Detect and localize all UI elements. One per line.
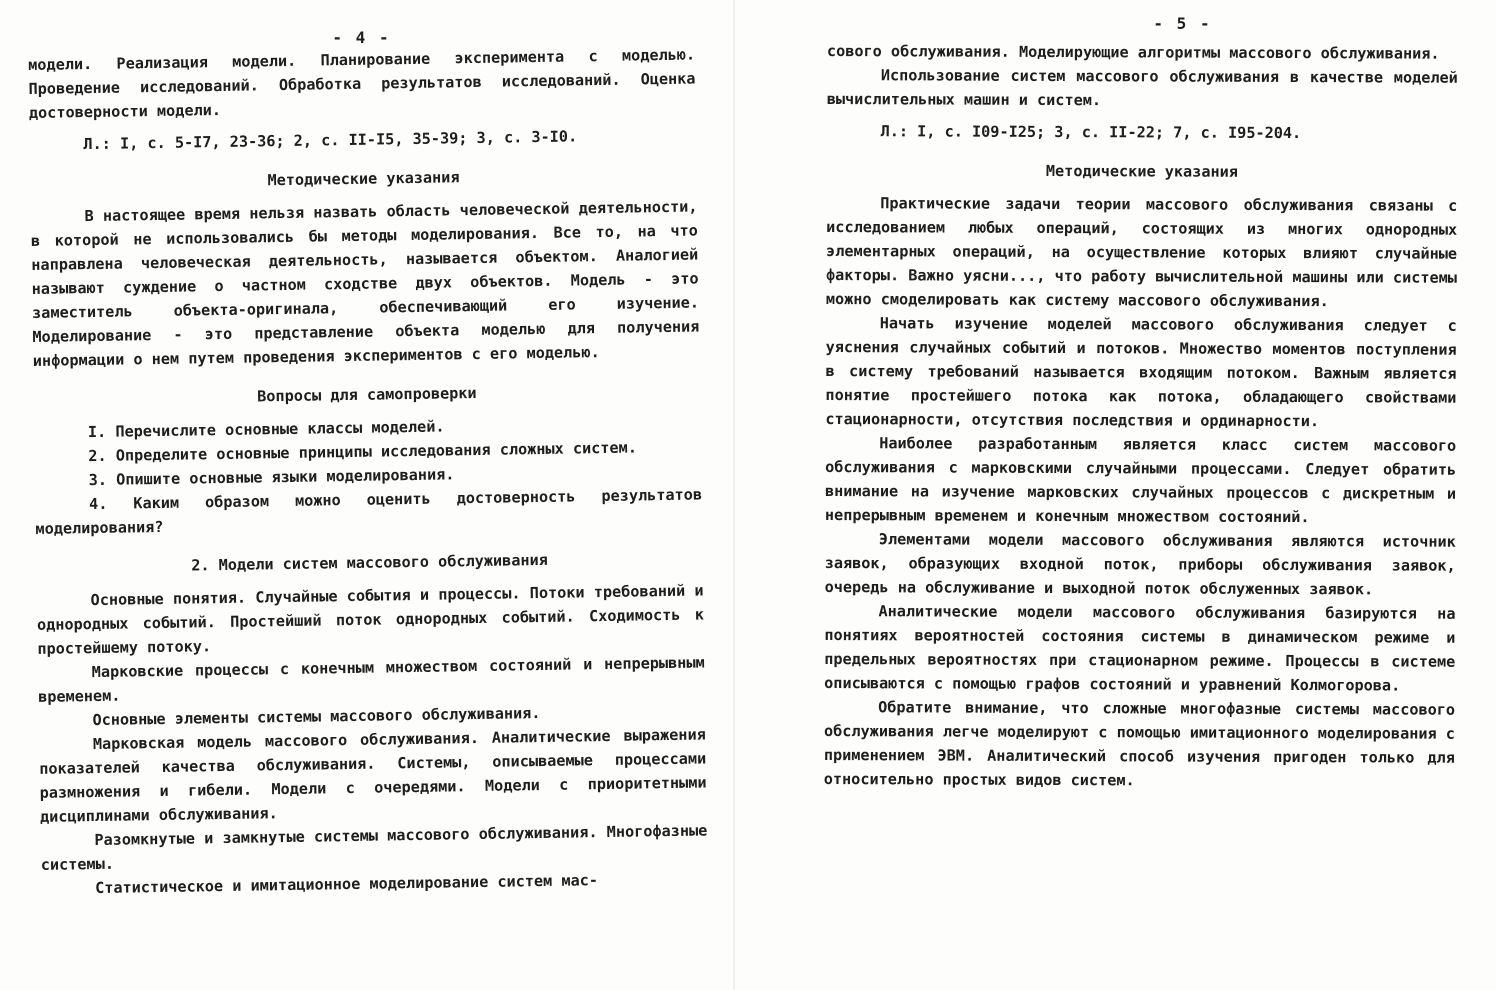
body-paragraph: Обратите внимание, что сложные многофазные системы массового обслуживания легче моделируют с помощью имитационного моделирования с применением ЭВМ. Аналитический способ изучения пригоден только для относительно простых видов систем.	[823, 698, 1456, 790]
left-page-text	[28, 43, 708, 901]
left-page	[0, 0, 735, 990]
references-line: Л.: I, с. 5-I7, 23-36; 2, с. II-I5, 35-39; 3, с. 3-I0.	[83, 127, 578, 154]
body-paragraph: Элементами модели массового обслуживания являются источник заявок, образующих входной поток, приборы обслуживания заявок, очередь на обслуживание и выходной поток обслуженных заявок.	[824, 530, 1456, 599]
body-paragraph: Основные элементы системы массового обслуживания.	[92, 704, 541, 730]
body-paragraph: Начать изучение моделей массового обслуживания следует с уяснения случайных событий и потоков. Множество моментов поступления в систему требований называется входящим потоком. Важным является понятие простейшего потока как потока, обладающего свойствами стационарности, отсутствия последствия и ординарности.	[825, 314, 1457, 431]
question-item: 2. Определите основные принципы исследования сложных систем.	[88, 438, 638, 466]
guidelines-paragraph: В настоящее время нельзя назвать область человеческой деятельности, в которой не использовались бы методы моделирования. Все то, на что направлена человеческая деятельность, называется объектом. Аналогией называют суждение о частном сходстве двух объектов. Модель - это заместитель объекта-оригинала, обеспечивающий его изучение. Моделирование - это представление объекта моделью для получения информации о нем путем проведения экспериментов с его моделью.	[30, 197, 700, 370]
body-paragraph: Основные понятия. Случайные события и процессы. Потоки требований и однородных событий. Простейший поток однородных событий. Сходимость к простейшему потоку.	[36, 581, 705, 658]
section-heading-questions: Вопросы для самопроверки	[257, 383, 477, 406]
question-item: 4. Каким образом можно оценить достоверность результатов моделирования?	[35, 485, 703, 538]
body-paragraph: Разомкнутые и замкнутые системы массового обслуживания. Многофазные системы.	[40, 821, 708, 874]
section-heading-guidelines: Методические указания	[1045, 161, 1238, 181]
intro-paragraph: сового обслуживания. Моделирующие алгоритмы массового обслуживания.	[826, 41, 1440, 63]
body-paragraph: Статистическое и имитационное моделирование систем мас-	[94, 871, 599, 898]
body-paragraph: Наиболее разработанным является класс систем массового обслуживания с марковскими случайными процессами. Следует обратить внимание на изучение марковских случайных процессов с дискретным и непрерывным временем и конечным множеством состояний.	[824, 434, 1457, 527]
intro-paragraph: модели. Реализация модели. Планирование эксперимента с моделью. Проведение исследований. Обработка результатов исследований. Оценка достоверности модели.	[28, 45, 696, 122]
references-line: Л.: I, с. I09-I25; 3, с. II-22; 7, с. I95-204.	[880, 122, 1302, 143]
question-item: 3. Опишите основные языки моделирования.	[88, 465, 455, 490]
section-heading-guidelines: Методические указания	[267, 168, 460, 190]
body-paragraph: Марковские процессы с конечным множеством состояний и непрерывным временем.	[37, 653, 705, 706]
question-item: I. Перечислите основные классы моделей.	[87, 417, 445, 442]
page-number: - 5 -	[1153, 14, 1212, 33]
body-paragraph: Марковская модель массового обслуживания. Аналитические выражения показателей качества обслуживания. Системы, описываемые процессами размножения и гибели. Модели с очередями. Модели с приоритетными дисциплинами обслуживания.	[39, 725, 707, 826]
right-page	[735, 0, 1496, 990]
body-paragraph: Практические задачи теории массового обслуживания связаны с исследованием любых операций, состоящих из многих однородных элементарных операций, на осуществление которых влияют случайные факторы. Важно уясни..., что работу вычислительной машины или системы можно смоделировать как систему массового обслуживания.	[825, 194, 1458, 311]
usage-paragraph: Использование систем массового обслуживания в качестве моделей вычислительных машин и систем.	[826, 66, 1458, 110]
chapter-heading: 2. Модели систем массового обслуживания	[191, 550, 548, 575]
body-paragraph: Аналитические модели массового обслуживания базируются на понятиях вероятностей состояния системы в динамическом режиме и предельных вероятностях при стационарном режиме. Процессы в системе описываются с помощью графов состояний и уравнений Колмогорова.	[824, 602, 1456, 695]
page-number: - 4 -	[332, 28, 391, 47]
right-page-text	[824, 39, 1458, 794]
